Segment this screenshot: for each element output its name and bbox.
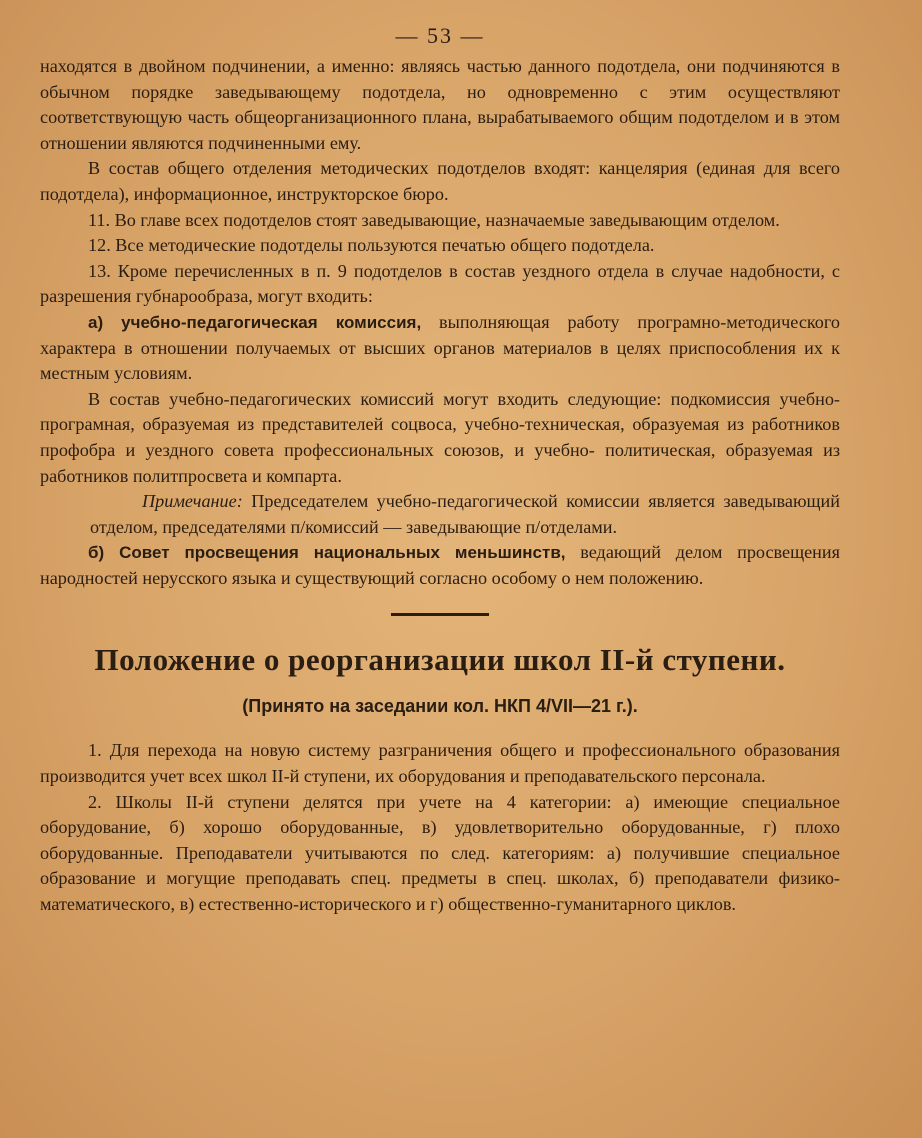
- paragraph-continued: находятся в двойном подчинении, а именно: являясь частью данного подотдела, они подчиняются в обычном порядке заведывающему подотдела, но одновременно с этим осуществляют соответствующую часть общеорганизационного плана, вырабатываемого общим подотделом и в этом отношении являются подчиненными ему.: [40, 56, 840, 153]
- section-divider: [391, 613, 489, 616]
- note-text: Председателем учебно-педагогической комиссии является заведывающий отделом, председателями п/комиссий — заведывающие п/отделами.: [90, 491, 840, 537]
- paragraph-general-department: В состав общего отделения методических подотделов входят: канцелярия (единая для всего подотдела), информационное, инструкторское бюро.: [40, 158, 840, 204]
- page-number: — 53 —: [395, 23, 485, 48]
- document-page: [40, 18, 840, 918]
- paragraph-b1: 1. Для перехода на новую систему разграничения общего и профессионального образования производится учет всех школ II-й ступени, их оборудования и преподавательского персонала.: [40, 740, 840, 787]
- note-block: [90, 489, 840, 540]
- paragraph-commissions: В состав учебно-педагогических комиссий могут входить следующие: подкомиссия учебно-програмная, образуемая из представителей соцвоса, учебно-техническая, образуемая из работников профобра и уездного совета профессиональных союзов, и учебно- политическая, образуемая из работников политпросвета и компарта.: [40, 388, 840, 486]
- item-a-text: выполняющая работу програмно-методического характера в отношении получаемых от высших органов материалов в целях приспособления их к местным условиям.: [40, 311, 840, 384]
- section-title: Положение о реорганизации школ II-й ступени.: [94, 642, 786, 678]
- item-a: [40, 310, 840, 387]
- item-a-heading: а) учебно-педагогическая комиссия,: [88, 312, 422, 332]
- item-b-text: ведающий делом просвещения народностей нерусского языка и существующий согласно особому о нем положению.: [40, 542, 841, 588]
- paragraph-b2: 2. Школы II-й ступени делятся при учете на 4 категории: а) имеющие специальное оборудование, б) хорошо оборудованные, в) удовлетворительно оборудованные, г) плохо оборудованные. Преподаватели учитываются по след. категориям: а) получившие специальное образование и могущие преподавать спец. предметы в спец. школах, б) преподаватели физико-математического, в) естественно-исторического и г) общественно-гуманитарного циклов.: [40, 791, 840, 915]
- paragraph-13: 13. Кроме перечисленных в п. 9 подотделов в состав уездного отдела в случае надобности, с разрешения губнарообраза, могут входить:: [40, 260, 840, 307]
- paragraph-12: 12. Все методические подотделы пользуются печатью общего подотдела.: [88, 235, 655, 256]
- item-b: [40, 540, 840, 591]
- note-label: Примечание:: [142, 491, 243, 512]
- item-b-heading: б) Совет просвещения национальных меньшинств,: [88, 543, 566, 563]
- paragraph-11: 11. Во главе всех подотделов стоят заведывающие, назначаемые заведывающим отделом.: [88, 209, 780, 230]
- section-subtitle: (Принято на заседании кол. НКП 4/VII—21 г.).: [242, 696, 638, 717]
